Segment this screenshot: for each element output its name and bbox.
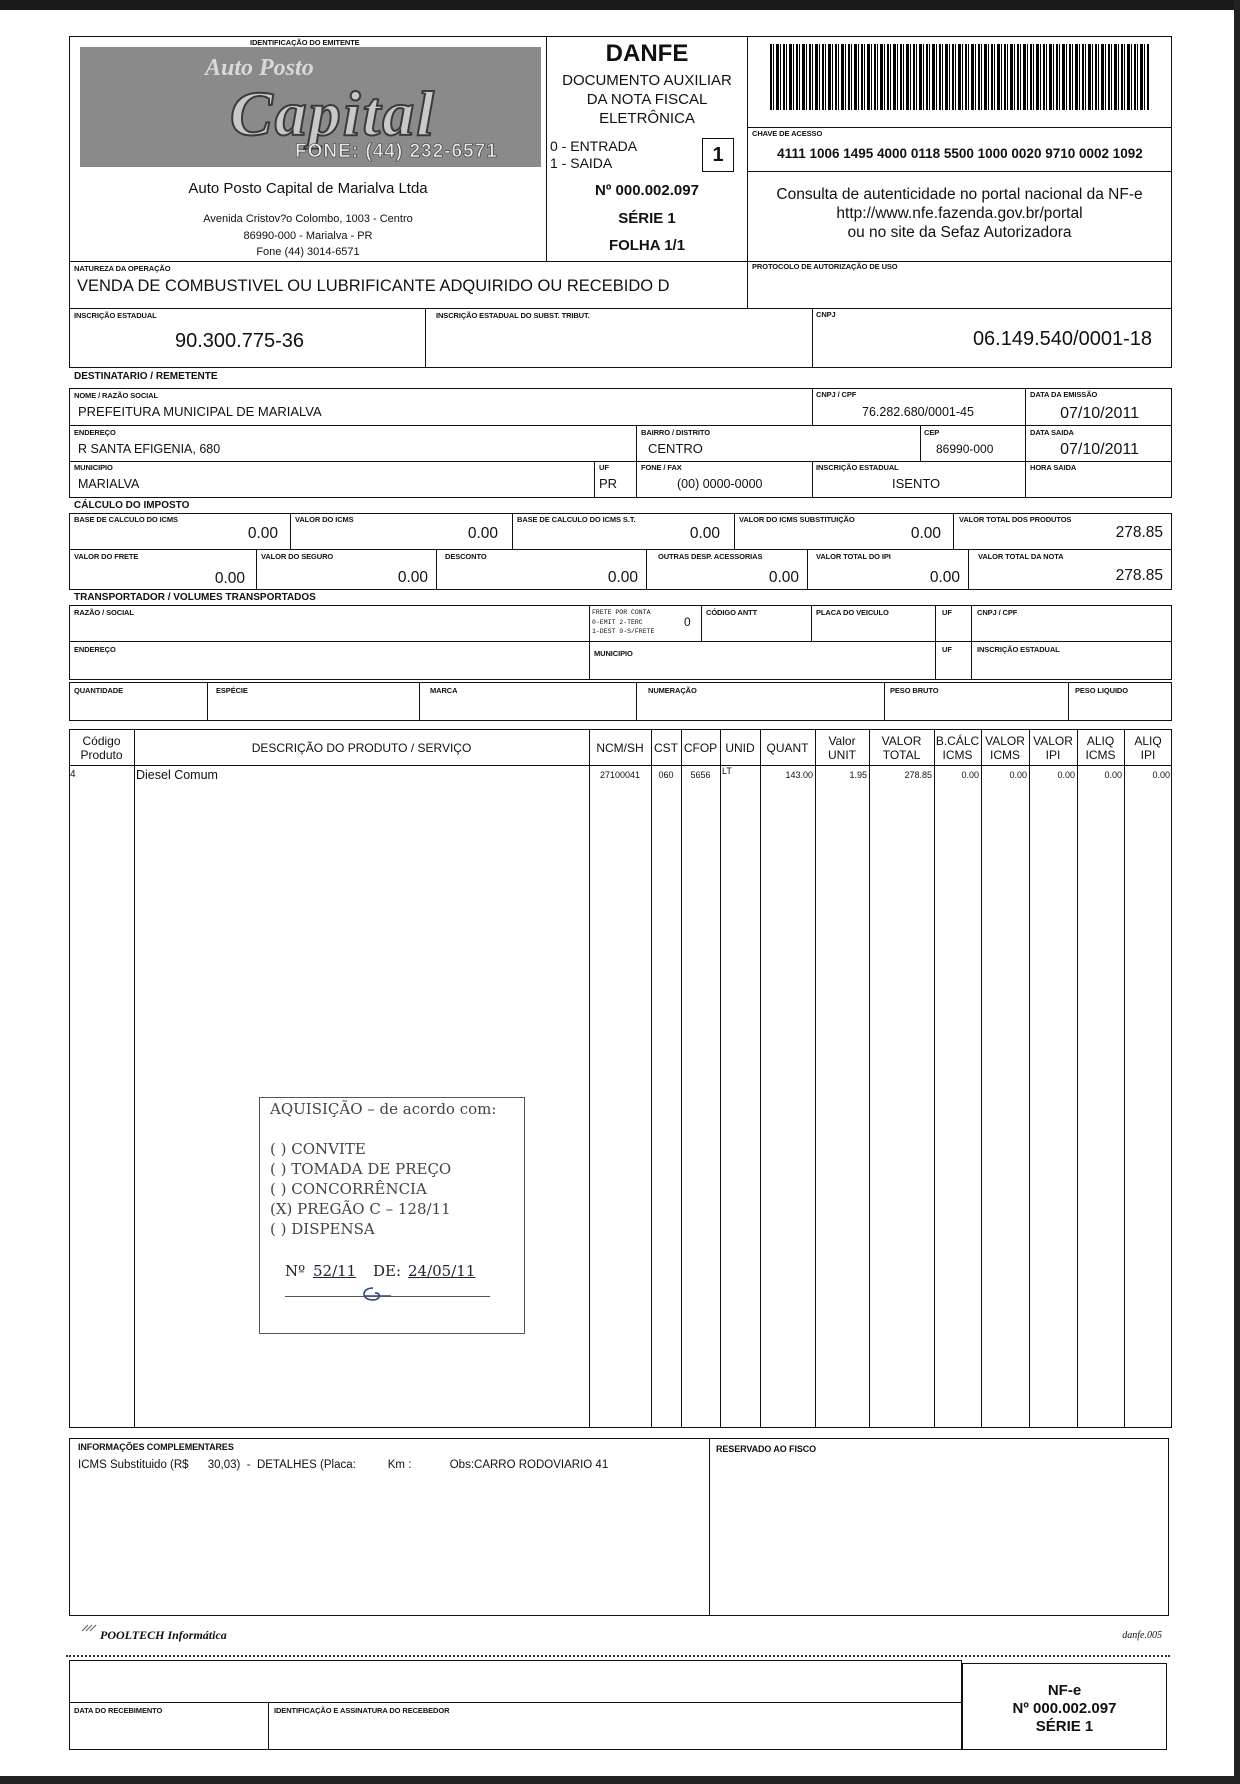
danfe-folha: FOLHA 1/1 [608,237,686,254]
ie-value: 90.300.775-36 [175,330,305,352]
cnpj-label: CNPJ [816,310,836,319]
danfe-serie: SÉRIE 1 [618,210,676,227]
prod-v-vtotal [934,729,935,1428]
consulta-line-2: http://www.nfe.fazenda.gov.br/portal [836,205,1083,222]
transp-v-6 [589,641,590,680]
imp-bc-st: 0.00 [689,525,720,542]
imp-ipi-label: VALOR TOTAL DO IPI [816,552,891,561]
emitente-address-2: 86990-000 - Marialva - PR [243,230,373,242]
cell-cst: 060 [658,770,674,780]
imp-total-nota: 278.85 [1115,567,1163,584]
imp-total-prod: 278.85 [1115,524,1163,541]
tipo-operacao-box: 1 [702,138,734,172]
dest-cnpj-label: CNPJ / CPF [816,390,857,399]
th-bcalc-1: B.CÁLC [935,734,980,748]
prod-v-vicms [1029,729,1030,1428]
dest-ie-label: INSCRIÇÃO ESTADUAL [816,463,899,472]
transp-v-2 [701,605,702,642]
imposto-section: CÁLCULO DO IMPOSTO [74,500,190,511]
pooltech-logo-icon [80,1621,100,1633]
dest-bairro-label: BAIRRO / DISTRITO [641,428,710,437]
info-label: INFORMAÇÕES COMPLEMENTARES [78,1442,234,1452]
imp-seguro-label: VALOR DO SEGURO [261,552,334,561]
transp-antt-label: CÓDIGO ANTT [706,608,758,617]
dest-fone-label: FONE / FAX [641,463,682,472]
cell-vipi: 0.00 [1057,770,1075,780]
th-aicms-1: ALIQ [1086,734,1115,748]
canhoto-data-label: DATA DO RECEBIMENTO [74,1706,163,1715]
th-vtotal-2: TOTAL [882,748,921,762]
imp-total-prod-label: VALOR TOTAL DOS PRODUTOS [959,515,1072,524]
dest-saida: 07/10/2011 [1060,441,1139,458]
transp-v-10 [419,682,420,721]
consulta-line-3: ou no site da Sefaz Autorizadora [847,224,1072,241]
ie-label: INSCRIÇÃO ESTADUAL [74,311,157,320]
cell-descricao: Diesel Comum [136,768,218,782]
transp-v-4 [935,605,936,642]
canhoto-numero: Nº 000.002.097 [1012,1700,1117,1717]
transp-marca-label: MARCA [430,686,458,695]
stamp-opt-convite: ( ) CONVITE [270,1140,366,1158]
prod-v-codigo [134,729,135,1428]
transp-uf-label: UF [942,608,952,617]
imp-ipi: 0.00 [929,569,960,586]
chave-label: CHAVE DE ACESSO [752,129,823,138]
scan-right-border [1234,0,1240,1784]
transp-v-11 [636,682,637,721]
th-descricao: DESCRIÇÃO DO PRODUTO / SERVIÇO [251,741,472,755]
logo-big-text: Capital [230,78,437,149]
th-quant: QUANT [766,741,809,755]
th-vtotal-1: VALOR [881,734,922,748]
dest-municipio-label: MUNICIPIO [74,463,113,472]
prod-v-unid [760,729,761,1428]
cell-vicms: 0.00 [1009,770,1027,780]
natureza-value: VENDA DE COMBUSTIVEL OU LUBRIFICANTE ADQUIRIDO OU RECEBIDO D [77,277,670,295]
dest-emissao-label: DATA DA EMISSÃO [1030,390,1098,399]
imp-icms: 0.00 [467,525,498,542]
dest-uf-label: UF [599,463,609,472]
dest-cnpj: 76.282.680/0001-45 [862,405,974,419]
dest-v-5 [594,461,595,498]
imp-seguro: 0.00 [397,569,428,586]
cell-ncm: 27100041 [599,770,641,780]
footer-brand: POOLTECH Informática [100,1628,227,1642]
chave-value: 4111 1006 1495 4000 0118 5500 1000 0020 9710 0002 1092 [777,146,1143,161]
signature-mark [355,1284,395,1304]
transp-frete-l2: 0-EMIT 2-TERC [592,619,643,626]
imp-frete: 0.00 [214,570,245,587]
transp-v-8 [971,641,972,680]
prod-v-vipi [1077,729,1078,1428]
th-vicms-2: ICMS [990,748,1020,762]
stamp-title: AQUISIÇÃO – de acordo com: [270,1100,497,1118]
prod-v-descricao [589,729,590,1428]
transp-v-5 [971,605,972,642]
th-ncm: NCM/SH [596,741,644,755]
prod-v-bcalc [981,729,982,1428]
prod-v-cfop [720,729,721,1428]
th-vipi-1: VALOR [1033,734,1073,748]
th-vipi-2: IPI [1045,748,1061,762]
transp-frete-l1: FRETE POR CONTA [592,609,651,616]
barcode [770,44,1150,110]
fisco-box [709,1438,1169,1616]
canhoto-assinatura-label: IDENTIFICAÇÃO E ASSINATURA DO RECEBEDOR [274,1706,450,1715]
th-vunit-1: Valor [828,734,856,748]
transp-v-9 [207,682,208,721]
stamp-num-value: 52/11 [313,1262,357,1280]
emitente-label: IDENTIFICAÇÃO DO EMITENTE [250,38,360,47]
th-cfop: CFOP [683,741,718,755]
prod-v-aicms [1124,729,1125,1428]
transp-v-3 [811,605,812,642]
imp-outras: 0.00 [768,569,799,586]
transp-peso-bruto-label: PESO BRUTO [890,686,939,695]
logo-script-text: Auto Posto [205,55,314,81]
transp-v-13 [1068,682,1069,721]
th-codigo-2: Produto [80,748,123,762]
imp-frete-label: VALOR DO FRETE [74,552,139,561]
dest-cep: 86990-000 [936,442,994,456]
transp-quantidade-label: QUANTIDADE [74,686,123,695]
cell-aipi: 0.00 [1152,770,1170,780]
prod-v-quant [815,729,816,1428]
cell-cfop: 5656 [690,770,711,780]
transp-endereco-label: ENDEREÇO [74,645,116,654]
transp-placa-label: PLACA DO VEICULO [816,608,889,617]
dest-cep-label: CEP [924,428,940,437]
produtos-table [69,729,1172,1428]
th-aipi-2: IPI [1140,748,1156,762]
ie-st-label: INSCRIÇÃO ESTADUAL DO SUBST. TRIBUT. [436,311,590,320]
transp-municipio-label: MUNICIPIO [594,649,633,658]
imp-outras-label: OUTRAS DESP. ACESSORIAS [658,552,763,561]
stamp-de-label: DE: [373,1262,402,1280]
dest-nome: PREFEITURA MUNICIPAL DE MARIALVA [78,404,322,419]
chave-divider-top [747,127,1172,128]
chave-divider-bottom [747,171,1172,172]
transp-numeracao-label: NUMERAÇÃO [648,686,697,695]
dest-emissao: 07/10/2011 [1060,405,1139,422]
fisco-label: RESERVADO AO FISCO [716,1444,817,1454]
cut-line [66,1655,1170,1657]
imp-bc-icms: 0.00 [247,525,278,542]
stamp-opt-dispensa: ( ) DISPENSA [270,1220,375,1238]
cell-vunit: 1.95 [849,770,867,780]
dest-fone: (00) 0000-0000 [677,477,763,491]
transp-razao-label: RAZÃO / SOCIAL [74,608,134,617]
prod-v-cst [681,729,682,1428]
dest-v-3 [636,425,637,461]
imp-icms-st-label: VALOR DO ICMS SUBSTITUIÇÃO [739,515,855,524]
dest-endereco-label: ENDEREÇO [74,428,116,437]
cnpj-value: 06.149.540/0001-18 [972,328,1152,350]
stamp-opt-tomada: ( ) TOMADA DE PREÇO [270,1160,452,1178]
imp-desconto: 0.00 [607,569,638,586]
stamp-opt-pregao: (X) PREGÃO C – 128/11 [270,1200,451,1218]
th-aipi-1: ALIQ [1134,734,1162,748]
footer-code: danfe.005 [1122,1630,1162,1641]
dest-divider-1 [69,425,1172,426]
tipo-entrada: 0 - ENTRADA [550,138,638,154]
imp-icms-label: VALOR DO ICMS [295,515,354,524]
dest-bairro: CENTRO [648,441,703,456]
canhoto-v [268,1702,269,1750]
aquisicao-stamp [259,1097,525,1334]
cell-unid: LT [722,766,732,776]
th-aicms-2: ICMS [1085,748,1116,762]
imp-bc-st-label: BASE DE CALCULO DO ICMS S.T. [517,515,636,524]
dest-municipio: MARIALVA [78,477,140,491]
transp-v-7 [935,641,936,680]
prod-v-vunit [869,729,870,1428]
canhoto-divider [69,1702,962,1703]
dest-nome-label: NOME / RAZÃO SOCIAL [74,391,158,400]
transp-especie-label: ESPÉCIE [216,686,248,695]
transp-ie-label: INSCRIÇÃO ESTADUAL [977,645,1060,654]
imp-icms-st: 0.00 [910,525,941,542]
transp-v-1 [589,605,590,642]
natureza-label: NATUREZA DA OPERAÇÃO [74,264,171,273]
th-bcalc-2: ICMS [942,748,973,762]
cell-vtotal: 278.85 [904,770,932,780]
scan-bottom-border [0,1776,1240,1784]
cell-bcalc: 0.00 [961,770,979,780]
th-unid: UNID [725,741,755,755]
transp-cnpj-label: CNPJ / CPF [977,608,1018,617]
cell-aicms: 0.00 [1104,770,1122,780]
transp-frete-l3: 1-DEST 9-S/FRETE [592,628,655,635]
danfe-subtitle-2: DA NOTA FISCAL [586,91,708,108]
th-vunit-2: UNIT [828,748,856,762]
dest-v-4 [920,425,921,461]
emitente-address-3: Fone (44) 3014-6571 [256,246,360,258]
canhoto-serie: SÉRIE 1 [1035,1718,1094,1735]
info-line: ICMS Substituido (R$ 30,03) - DETALHES (Placa: Km : Obs:CARRO RODOVIARIO 41 [78,1459,609,1471]
dest-hora-label: HORA SAIDA [1030,463,1077,472]
dest-uf: PR [599,476,618,491]
stamp-opt-concorrencia: ( ) CONCORRÊNCIA [270,1180,427,1198]
imp-bc-icms-label: BASE DE CALCULO DO ICMS [74,515,178,524]
stamp-signature-line [285,1296,490,1297]
imp-total-nota-label: VALOR TOTAL DA NOTA [978,552,1064,561]
th-codigo-1: Código [82,734,121,748]
emitente-name: Auto Posto Capital de Marialva Ltda [188,180,428,197]
protocolo-label: PROTOCOLO DE AUTORIZAÇÃO DE USO [752,262,898,271]
tipo-saida: 1 - SAIDA [550,155,613,171]
dest-ie: ISENTO [892,476,941,491]
danfe-title: DANFE [605,40,689,67]
imp-divider [69,549,1172,550]
stamp-num-label: Nº [285,1262,306,1280]
dest-v-7 [812,461,813,498]
dest-v-6 [636,461,637,498]
produtos-header-divider [69,765,1172,766]
dest-endereco: R SANTA EFIGENIA, 680 [78,442,221,456]
company-logo [80,47,541,167]
danfe-subtitle-1: DOCUMENTO AUXILIAR [562,72,732,89]
cell-quant: 143.00 [785,770,813,780]
dest-divider-2 [69,461,1172,462]
stamp-de-value: 24/05/11 [408,1262,476,1280]
prod-v-ncm [651,729,652,1428]
emitente-address-1: Avenida Cristov?o Colombo, 1003 - Centro [203,213,413,225]
danfe-subtitle-3: ELETRÔNICA [599,110,695,127]
th-cst: CST [654,741,678,755]
transp-peso-liquido-label: PESO LIQUIDO [1075,686,1128,695]
canhoto-box [69,1660,962,1750]
transp-frete-value: 0 [684,615,691,629]
consulta-line-1: Consulta de autenticidade no portal nacional da NF-e [776,186,1143,203]
th-vicms-1: VALOR [985,734,1025,748]
transp-v-12 [884,682,885,721]
logo-phone-text: FONE: (44) 232-6571 [295,141,498,162]
canhoto-nfe: NF-e [1047,1682,1082,1699]
cell-codigo: 4 [70,769,76,780]
danfe-numero: Nº 000.002.097 [595,182,699,199]
destinatario-section: DESTINATARIO / REMETENTE [74,371,218,382]
dest-saida-label: DATA SAIDA [1030,428,1074,437]
imp-desconto-label: DESCONTO [445,552,487,561]
scan-top-border [0,0,1240,10]
transportador-section: TRANSPORTADOR / VOLUMES TRANSPORTADOS [74,592,316,603]
transp-uf2-label: UF [942,645,952,654]
